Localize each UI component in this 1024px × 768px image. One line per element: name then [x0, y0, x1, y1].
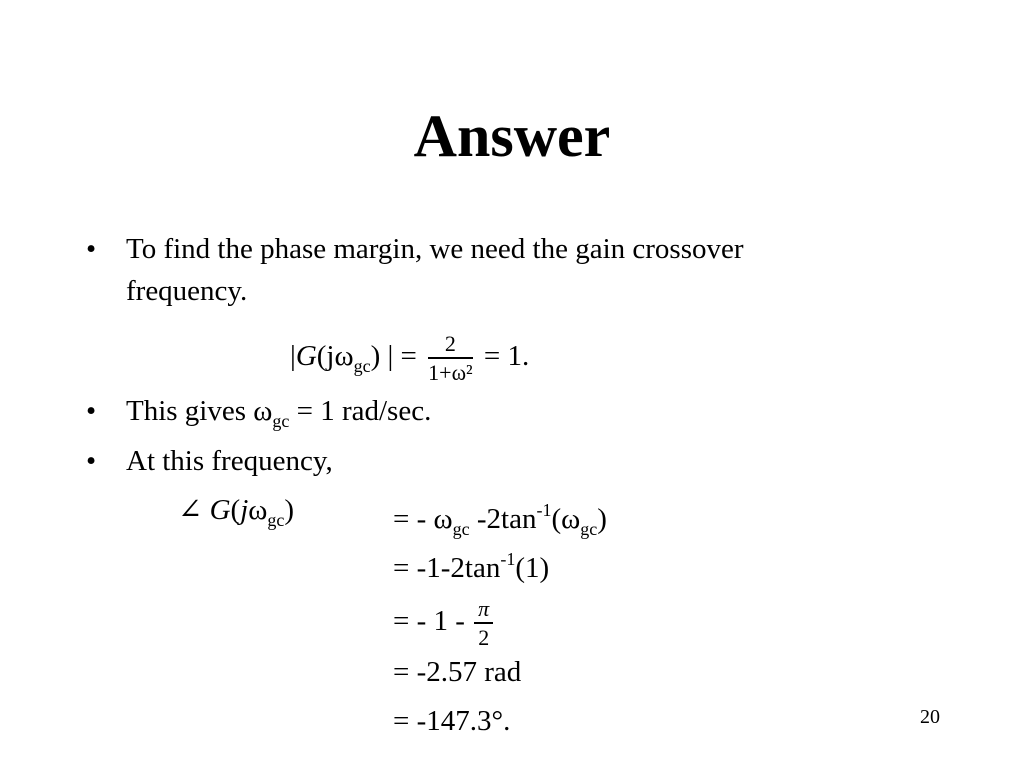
pi-over-two-fraction: [474, 597, 493, 650]
phase-step-5: = -147.3°.: [393, 705, 511, 737]
phase-step-3: = - 1 - $\frac{\pi}{2}$: [393, 597, 497, 650]
j-omega: (jω: [316, 340, 354, 373]
phase-step-2: = $-1-2\tan^{-1}(1)$: [393, 549, 550, 584]
bullet-1-line-2: frequency.: [126, 275, 248, 307]
bullet-2-text: This gives $\omega_{gc} = 1$ rad/sec.: [126, 395, 432, 431]
g-symbol: G: [209, 494, 231, 526]
fraction-denominator: 1+ω²: [428, 360, 473, 385]
bullet-3-text: At this frequency,: [126, 445, 333, 477]
subscript-gc: gc: [267, 510, 285, 530]
bullet-marker: •: [86, 233, 97, 265]
bullet-marker: •: [86, 445, 97, 477]
angle-icon: ∠: [178, 494, 203, 526]
gain-fraction: [428, 332, 472, 385]
bullet-marker: •: [86, 395, 97, 427]
fraction-denominator: 2: [478, 625, 490, 650]
fraction-numerator: 2: [428, 332, 472, 359]
abs-bar: |: [290, 340, 296, 373]
equals-one: = 1.: [483, 340, 530, 373]
gain-equation: [290, 332, 529, 385]
abs-close: ) | =: [370, 340, 417, 373]
phase-equation-lhs: ∠ $G(j\omega_{gc})$: [178, 494, 295, 530]
omega-symbol: ω: [248, 494, 268, 526]
bullet-1-line-1: To find the phase margin, we need the gain crossover: [126, 233, 744, 265]
subscript-gc: gc: [353, 356, 371, 377]
phase-step-1: = - $\omega_{gc}$ $-2\tan^{-1}(\omega_{gc})$: [393, 500, 607, 539]
slide-title: Answer: [413, 103, 611, 169]
phase-step-4: = -2.57 rad: [393, 656, 522, 688]
j-symbol: j: [240, 494, 249, 526]
page-number: 20: [920, 706, 940, 728]
fraction-numerator: π: [474, 597, 493, 624]
g-symbol: G: [295, 340, 317, 373]
